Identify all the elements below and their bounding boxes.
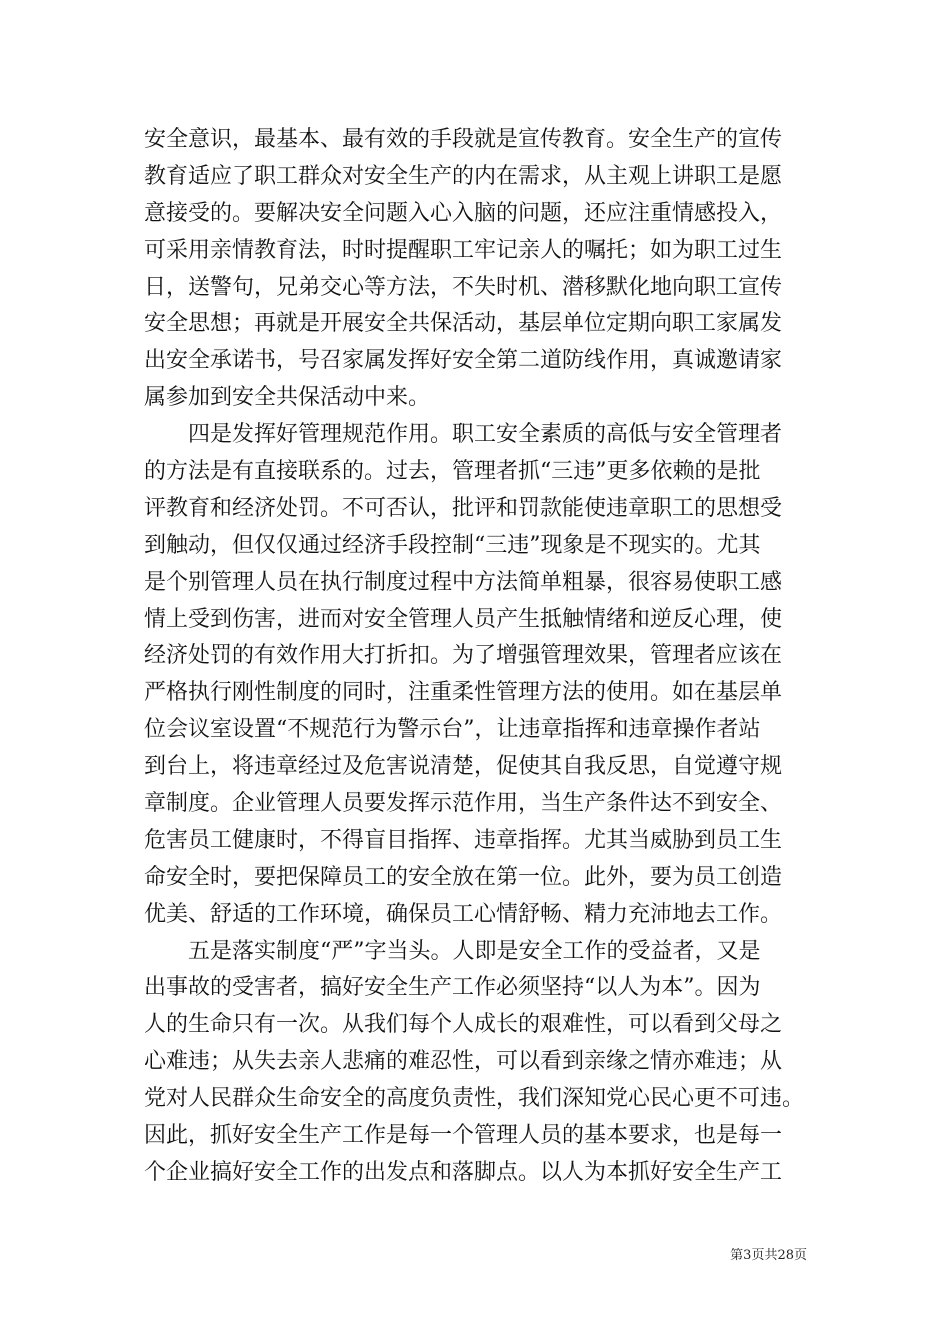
text-line: 是个别管理人员在执行制度过程中方法简单粗暴，很容易使职工感	[144, 569, 783, 595]
text-line: 评教育和经济处罚。不可否认，批评和罚款能使违章职工的思想受	[144, 495, 783, 521]
text-line: 四是发挥好管理规范作用。职工安全素质的高低与安全管理者	[144, 422, 783, 448]
text-line: 经济处罚的有效作用大打折扣。为了增强管理效果，管理者应该在	[144, 643, 783, 669]
text-line: 党对人民群众生命安全的高度负责性，我们深知党心民心更不可违。	[144, 1086, 805, 1112]
text-line: 安全意识，最基本、最有效的手段就是宣传教育。安全生产的宣传	[144, 127, 783, 152]
text-line: 个企业搞好安全工作的出发点和落脚点。以人为本抓好安全生产工	[144, 1159, 783, 1185]
text-line: 到触动，但仅仅通过经济手段控制“三违”现象是不现实的。尤其	[144, 532, 761, 558]
text-line: 安全思想；再就是开展安全共保活动，基层单位定期向职工家属发	[144, 311, 783, 337]
text-line: 可采用亲情教育法，时时提醒职工牢记亲人的嘱托；如为职工过生	[144, 237, 783, 263]
text-line: 心难违；从失去亲人悲痛的难忍性，可以看到亲缘之情亦难违；从	[144, 1049, 783, 1075]
text-line: 情上受到伤害，进而对安全管理人员产生抵触情绪和逆反心理，使	[144, 606, 783, 632]
text-line: 到台上，将违章经过及危害说清楚，促使其自我反思，自觉遵守规	[144, 754, 783, 780]
text-line: 因此，抓好安全生产工作是每一个管理人员的基本要求，也是每一	[144, 1123, 783, 1149]
text-line: 出事故的受害者，搞好安全生产工作必须坚持“以人为本”。因为	[144, 975, 761, 1001]
text-line: 出安全承诺书，号召家属发挥好安全第二道防线作用，真诚邀请家	[144, 348, 783, 374]
page-number: 第3页共28页	[730, 1248, 807, 1263]
body-text	[144, 122, 814, 1192]
text-line: 人的生命只有一次。从我们每个人成长的艰难性，可以看到父母之	[144, 1012, 783, 1038]
text-line: 属参加到安全共保活动中来。	[144, 385, 431, 411]
text-line: 命安全时，要把保障员工的安全放在第一位。此外，要为员工创造	[144, 864, 783, 890]
text-line: 的方法是有直接联系的。过去，管理者抓“三违”更多依赖的是批	[144, 459, 761, 485]
text-line: 位会议室设置“不规范行为警示台”，让违章指挥和违章操作者站	[144, 717, 761, 743]
text-line: 教育适应了职工群众对安全生产的内在需求，从主观上讲职工是愿	[144, 163, 783, 189]
text-line: 章制度。企业管理人员要发挥示范作用，当生产条件达不到安全、	[144, 791, 783, 817]
text-line: 意接受的。要解决安全问题入心入脑的问题，还应注重情感投入，	[144, 200, 783, 226]
text-line: 五是落实制度“严”字当头。人即是安全工作的受益者，又是	[144, 938, 761, 964]
text-line: 优美、舒适的工作环境，确保员工心情舒畅、精力充沛地去工作。	[144, 901, 783, 927]
text-line: 危害员工健康时，不得盲目指挥、违章指挥。尤其当威胁到员工生	[144, 827, 783, 853]
text-line: 日，送警句，兄弟交心等方法，不失时机、潜移默化地向职工宣传	[144, 274, 783, 300]
text-line: 严格执行刚性制度的同时，注重柔性管理方法的使用。如在基层单	[144, 680, 783, 706]
